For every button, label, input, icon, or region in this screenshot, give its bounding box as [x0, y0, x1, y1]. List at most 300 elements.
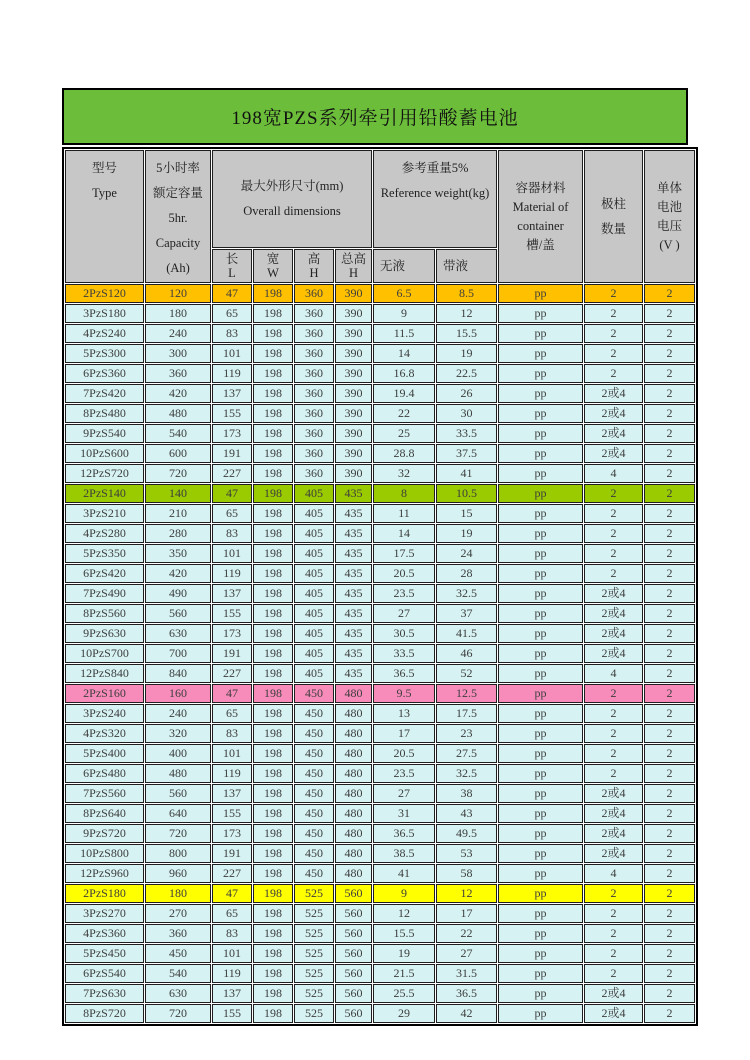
- cell-weight-wet: 12: [436, 884, 497, 903]
- cell-weight-dry: 9: [373, 884, 435, 903]
- cell-material: pp: [498, 704, 583, 723]
- cell-voltage: 2: [644, 604, 695, 623]
- cell-capacity: 270: [145, 904, 211, 923]
- cell-weight-dry: 16.8: [373, 364, 435, 383]
- cell-total-height: 435: [335, 644, 372, 663]
- cell-pole-count: 2或4: [584, 784, 643, 803]
- cell-weight-wet: 53: [436, 844, 497, 863]
- cell-width: 198: [253, 304, 293, 323]
- cell-width: 198: [253, 604, 293, 623]
- cell-height: 360: [294, 304, 334, 323]
- cell-weight-wet: 33.5: [436, 424, 497, 443]
- cell-model: 2PzS140: [65, 484, 144, 503]
- table-row: [65, 724, 695, 743]
- table-row: [65, 364, 695, 383]
- cell-height: 405: [294, 584, 334, 603]
- cell-height: 525: [294, 964, 334, 983]
- cell-model: 6PzS480: [65, 764, 144, 783]
- height-en: H: [309, 265, 319, 280]
- subcol-header-height: [294, 249, 334, 283]
- cell-weight-wet: 24: [436, 544, 497, 563]
- table-row: [65, 904, 695, 923]
- cell-weight-wet: 27: [436, 944, 497, 963]
- cell-total-height: 480: [335, 744, 372, 763]
- cell-length: 101: [212, 744, 252, 763]
- cell-height: 405: [294, 644, 334, 663]
- cell-voltage: 2: [644, 1004, 695, 1023]
- cell-weight-dry: 36.5: [373, 664, 435, 683]
- cell-capacity: 180: [145, 884, 211, 903]
- cell-capacity: 540: [145, 424, 211, 443]
- cell-voltage: 2: [644, 484, 695, 503]
- cell-voltage: 2: [644, 804, 695, 823]
- cell-pole-count: 2或4: [584, 1004, 643, 1023]
- cell-pole-count: 2: [584, 704, 643, 723]
- cell-weight-wet: 15.5: [436, 324, 497, 343]
- cell-total-height: 390: [335, 424, 372, 443]
- cell-capacity: 180: [145, 304, 211, 323]
- cell-length: 119: [212, 364, 252, 383]
- cell-weight-dry: 27: [373, 604, 435, 623]
- col-header-voltage: [644, 150, 695, 283]
- col-header-material: [498, 150, 583, 283]
- cell-model: 7PzS490: [65, 584, 144, 603]
- cell-voltage: 2: [644, 584, 695, 603]
- cell-length: 47: [212, 284, 252, 303]
- cell-length: 155: [212, 604, 252, 623]
- table-row: [65, 564, 695, 583]
- cell-voltage: 2: [644, 404, 695, 423]
- cell-weight-wet: 10.5: [436, 484, 497, 503]
- cell-pole-count: 2: [584, 504, 643, 523]
- cell-width: 198: [253, 784, 293, 803]
- cell-pole-count: 2: [584, 764, 643, 783]
- cell-capacity: 360: [145, 924, 211, 943]
- cell-length: 227: [212, 864, 252, 883]
- cell-length: 101: [212, 944, 252, 963]
- cell-total-height: 435: [335, 484, 372, 503]
- cell-capacity: 630: [145, 624, 211, 643]
- cell-height: 405: [294, 504, 334, 523]
- cell-pole-count: 2: [584, 744, 643, 763]
- cell-pole-count: 2或4: [584, 604, 643, 623]
- cell-total-height: 390: [335, 464, 372, 483]
- cell-total-height: 435: [335, 504, 372, 523]
- cell-width: 198: [253, 564, 293, 583]
- cell-material: pp: [498, 424, 583, 443]
- poles-line-2: 数量: [601, 221, 627, 236]
- cell-material: pp: [498, 564, 583, 583]
- cell-model: 8PzS720: [65, 1004, 144, 1023]
- cell-height: 450: [294, 864, 334, 883]
- cell-height: 405: [294, 544, 334, 563]
- cell-pole-count: 2: [584, 684, 643, 703]
- cell-height: 450: [294, 684, 334, 703]
- cell-voltage: 2: [644, 944, 695, 963]
- cell-width: 198: [253, 284, 293, 303]
- cell-material: pp: [498, 784, 583, 803]
- cell-model: 3PzS240: [65, 704, 144, 723]
- cell-total-height: 560: [335, 944, 372, 963]
- cell-total-height: 480: [335, 784, 372, 803]
- cell-model: 9PzS630: [65, 624, 144, 643]
- table-row: [65, 584, 695, 603]
- cell-capacity: 640: [145, 804, 211, 823]
- weight-cn: 参考重量5%: [401, 161, 469, 175]
- cell-model: 8PzS640: [65, 804, 144, 823]
- cell-weight-wet: 26: [436, 384, 497, 403]
- cell-length: 47: [212, 484, 252, 503]
- cell-capacity: 160: [145, 684, 211, 703]
- cell-voltage: 2: [644, 624, 695, 643]
- cell-length: 65: [212, 504, 252, 523]
- cell-material: pp: [498, 924, 583, 943]
- cell-model: 6PzS360: [65, 364, 144, 383]
- cell-model: 4PzS240: [65, 324, 144, 343]
- cell-model: 5PzS350: [65, 544, 144, 563]
- cell-weight-dry: 23.5: [373, 584, 435, 603]
- cell-weight-dry: 8: [373, 484, 435, 503]
- cell-height: 450: [294, 844, 334, 863]
- cell-weight-dry: 12: [373, 904, 435, 923]
- cell-width: 198: [253, 964, 293, 983]
- cell-total-height: 480: [335, 864, 372, 883]
- table-row: [65, 824, 695, 843]
- cell-material: pp: [498, 344, 583, 363]
- cell-length: 83: [212, 324, 252, 343]
- cell-pole-count: 2或4: [584, 804, 643, 823]
- cell-weight-wet: 49.5: [436, 824, 497, 843]
- cell-total-height: 435: [335, 624, 372, 643]
- cell-height: 450: [294, 804, 334, 823]
- cell-height: 360: [294, 284, 334, 303]
- cell-material: pp: [498, 444, 583, 463]
- col-header-type: [65, 150, 144, 283]
- cell-capacity: 210: [145, 504, 211, 523]
- cell-capacity: 350: [145, 544, 211, 563]
- cell-pole-count: 2或4: [584, 584, 643, 603]
- cell-width: 198: [253, 464, 293, 483]
- cell-total-height: 560: [335, 964, 372, 983]
- cell-weight-dry: 38.5: [373, 844, 435, 863]
- cell-model: 7PzS560: [65, 784, 144, 803]
- cell-model: 8PzS560: [65, 604, 144, 623]
- cell-pole-count: 2或4: [584, 984, 643, 1003]
- cell-voltage: 2: [644, 684, 695, 703]
- cell-material: pp: [498, 904, 583, 923]
- cell-weight-wet: 19: [436, 524, 497, 543]
- cell-weight-wet: 23: [436, 724, 497, 743]
- cell-width: 198: [253, 1004, 293, 1023]
- table-row: [65, 944, 695, 963]
- table-row: [65, 804, 695, 823]
- cell-voltage: 2: [644, 504, 695, 523]
- cell-capacity: 720: [145, 824, 211, 843]
- cell-length: 155: [212, 804, 252, 823]
- cell-weight-dry: 25: [373, 424, 435, 443]
- table-body: [65, 284, 695, 1023]
- cell-width: 198: [253, 984, 293, 1003]
- cell-voltage: 2: [644, 304, 695, 323]
- cell-weight-dry: 9.5: [373, 684, 435, 703]
- cell-material: pp: [498, 844, 583, 863]
- cell-total-height: 435: [335, 604, 372, 623]
- cell-weight-dry: 20.5: [373, 564, 435, 583]
- table-row: [65, 684, 695, 703]
- cell-voltage: 2: [644, 704, 695, 723]
- cell-height: 405: [294, 664, 334, 683]
- cell-pole-count: 2或4: [584, 644, 643, 663]
- cell-width: 198: [253, 664, 293, 683]
- cell-length: 155: [212, 1004, 252, 1023]
- cell-length: 119: [212, 564, 252, 583]
- cell-weight-wet: 37.5: [436, 444, 497, 463]
- cell-capacity: 800: [145, 844, 211, 863]
- cell-voltage: 2: [644, 824, 695, 843]
- table-row: [65, 344, 695, 363]
- cell-width: 198: [253, 444, 293, 463]
- cell-material: pp: [498, 824, 583, 843]
- table-row: [65, 604, 695, 623]
- cell-length: 191: [212, 444, 252, 463]
- cell-model: 9PzS720: [65, 824, 144, 843]
- cell-weight-wet: 42: [436, 1004, 497, 1023]
- cell-total-height: 390: [335, 404, 372, 423]
- table-row: [65, 924, 695, 943]
- cell-capacity: 600: [145, 444, 211, 463]
- cell-model: 5PzS450: [65, 944, 144, 963]
- cell-model: 4PzS320: [65, 724, 144, 743]
- cell-length: 227: [212, 664, 252, 683]
- cell-voltage: 2: [644, 724, 695, 743]
- cell-weight-wet: 12: [436, 304, 497, 323]
- cell-pole-count: 2: [584, 904, 643, 923]
- col-header-type-cn: 型号: [91, 161, 117, 175]
- length-en: L: [228, 265, 236, 280]
- table-row: [65, 844, 695, 863]
- cell-model: 5PzS300: [65, 344, 144, 363]
- cell-length: 173: [212, 424, 252, 443]
- cell-voltage: 2: [644, 384, 695, 403]
- cell-height: 450: [294, 764, 334, 783]
- cell-total-height: 480: [335, 804, 372, 823]
- cell-weight-wet: 41.5: [436, 624, 497, 643]
- cell-total-height: 435: [335, 564, 372, 583]
- cell-total-height: 560: [335, 904, 372, 923]
- cell-model: 7PzS420: [65, 384, 144, 403]
- cell-length: 227: [212, 464, 252, 483]
- table-row: [65, 504, 695, 523]
- height-cn: 高: [307, 251, 321, 266]
- cell-height: 360: [294, 444, 334, 463]
- cell-weight-dry: 33.5: [373, 644, 435, 663]
- cell-model: 6PzS420: [65, 564, 144, 583]
- material-line-4: 槽/盖: [526, 237, 555, 252]
- capacity-line-3: 5hr.: [168, 211, 188, 225]
- cell-model: 7PzS630: [65, 984, 144, 1003]
- cell-weight-dry: 17.5: [373, 544, 435, 563]
- cell-weight-dry: 25.5: [373, 984, 435, 1003]
- col-header-capacity: [145, 150, 211, 283]
- cell-capacity: 300: [145, 344, 211, 363]
- cell-pole-count: 4: [584, 664, 643, 683]
- capacity-line-1: 5小时率: [156, 161, 200, 175]
- cell-model: 6PzS540: [65, 964, 144, 983]
- cell-material: pp: [498, 804, 583, 823]
- cell-voltage: 2: [644, 644, 695, 663]
- cell-capacity: 720: [145, 1004, 211, 1023]
- cell-total-height: 480: [335, 764, 372, 783]
- cell-capacity: 280: [145, 524, 211, 543]
- cell-width: 198: [253, 904, 293, 923]
- cell-total-height: 560: [335, 884, 372, 903]
- cell-total-height: 435: [335, 664, 372, 683]
- material-line-2: Material of: [512, 199, 569, 214]
- cell-length: 137: [212, 784, 252, 803]
- cell-height: 525: [294, 924, 334, 943]
- cell-height: 405: [294, 484, 334, 503]
- cell-length: 119: [212, 964, 252, 983]
- cell-model: 5PzS400: [65, 744, 144, 763]
- cell-pole-count: 2: [584, 724, 643, 743]
- cell-pole-count: 2或4: [584, 624, 643, 643]
- table-row: [65, 744, 695, 763]
- cell-width: 198: [253, 864, 293, 883]
- cell-total-height: 480: [335, 684, 372, 703]
- cell-width: 198: [253, 584, 293, 603]
- cell-width: 198: [253, 764, 293, 783]
- cell-width: 198: [253, 484, 293, 503]
- table-row: [65, 404, 695, 423]
- cell-weight-wet: 30: [436, 404, 497, 423]
- cell-material: pp: [498, 404, 583, 423]
- cell-pole-count: 4: [584, 864, 643, 883]
- cell-capacity: 490: [145, 584, 211, 603]
- table-row: [65, 964, 695, 983]
- cell-total-height: 560: [335, 924, 372, 943]
- cell-height: 360: [294, 364, 334, 383]
- cell-length: 101: [212, 344, 252, 363]
- table-row: [65, 384, 695, 403]
- cell-capacity: 560: [145, 784, 211, 803]
- cell-width: 198: [253, 684, 293, 703]
- table-row: [65, 324, 695, 343]
- cell-material: pp: [498, 964, 583, 983]
- cell-length: 83: [212, 524, 252, 543]
- cell-height: 450: [294, 744, 334, 763]
- cell-capacity: 480: [145, 404, 211, 423]
- cell-pole-count: 2或4: [584, 384, 643, 403]
- length-cn: 长: [225, 251, 239, 266]
- cell-total-height: 435: [335, 524, 372, 543]
- cell-model: 10PzS800: [65, 844, 144, 863]
- cell-total-height: 480: [335, 724, 372, 743]
- cell-length: 155: [212, 404, 252, 423]
- cell-capacity: 560: [145, 604, 211, 623]
- cell-width: 198: [253, 384, 293, 403]
- cell-weight-wet: 27.5: [436, 744, 497, 763]
- weight-dry-label: 无液: [380, 258, 406, 273]
- cell-model: 12PzS720: [65, 464, 144, 483]
- capacity-line-5: (Ah): [166, 261, 190, 275]
- subcol-header-width: [253, 249, 293, 283]
- dimensions-en: Overall dimensions: [243, 203, 341, 218]
- cell-weight-wet: 8.5: [436, 284, 497, 303]
- cell-weight-wet: 32.5: [436, 764, 497, 783]
- cell-material: pp: [498, 764, 583, 783]
- cell-voltage: 2: [644, 344, 695, 363]
- cell-weight-dry: 14: [373, 524, 435, 543]
- cell-model: 3PzS210: [65, 504, 144, 523]
- cell-capacity: 700: [145, 644, 211, 663]
- cell-length: 65: [212, 704, 252, 723]
- table-row: [65, 984, 695, 1003]
- cell-voltage: 2: [644, 844, 695, 863]
- col-header-pole-count: [584, 150, 643, 283]
- cell-material: pp: [498, 684, 583, 703]
- subcol-header-length: [212, 249, 252, 283]
- cell-material: pp: [498, 504, 583, 523]
- cell-width: 198: [253, 924, 293, 943]
- cell-length: 101: [212, 544, 252, 563]
- cell-weight-dry: 30.5: [373, 624, 435, 643]
- cell-material: pp: [498, 884, 583, 903]
- cell-weight-dry: 19: [373, 944, 435, 963]
- cell-width: 198: [253, 364, 293, 383]
- cell-width: 198: [253, 424, 293, 443]
- cell-pole-count: 2或4: [584, 824, 643, 843]
- cell-voltage: 2: [644, 564, 695, 583]
- cell-capacity: 540: [145, 964, 211, 983]
- table-row: [65, 284, 695, 303]
- cell-model: 3PzS180: [65, 304, 144, 323]
- cell-weight-wet: 19: [436, 344, 497, 363]
- cell-voltage: 2: [644, 364, 695, 383]
- cell-length: 83: [212, 724, 252, 743]
- cell-height: 360: [294, 404, 334, 423]
- page-title: 198宽PZS系列牵引用铅酸蓄电池: [62, 88, 688, 145]
- cell-weight-wet: 38: [436, 784, 497, 803]
- cell-length: 137: [212, 384, 252, 403]
- table-row: [65, 784, 695, 803]
- cell-material: pp: [498, 944, 583, 963]
- cell-pole-count: 2: [584, 284, 643, 303]
- width-en: W: [267, 265, 279, 280]
- cell-voltage: 2: [644, 444, 695, 463]
- cell-material: pp: [498, 544, 583, 563]
- cell-weight-dry: 13: [373, 704, 435, 723]
- cell-capacity: 480: [145, 764, 211, 783]
- cell-length: 173: [212, 624, 252, 643]
- cell-height: 360: [294, 464, 334, 483]
- cell-length: 119: [212, 764, 252, 783]
- cell-weight-wet: 22: [436, 924, 497, 943]
- cell-width: 198: [253, 724, 293, 743]
- cell-pole-count: 2或4: [584, 844, 643, 863]
- cell-height: 360: [294, 344, 334, 363]
- cell-weight-wet: 22.5: [436, 364, 497, 383]
- cell-width: 198: [253, 404, 293, 423]
- subcol-header-weight-dry: [373, 249, 435, 283]
- voltage-line-3: 电压: [657, 218, 683, 233]
- cell-voltage: 2: [644, 924, 695, 943]
- cell-width: 198: [253, 944, 293, 963]
- table-row: [65, 444, 695, 463]
- cell-length: 191: [212, 644, 252, 663]
- cell-voltage: 2: [644, 464, 695, 483]
- cell-capacity: 720: [145, 464, 211, 483]
- cell-pole-count: 2: [584, 544, 643, 563]
